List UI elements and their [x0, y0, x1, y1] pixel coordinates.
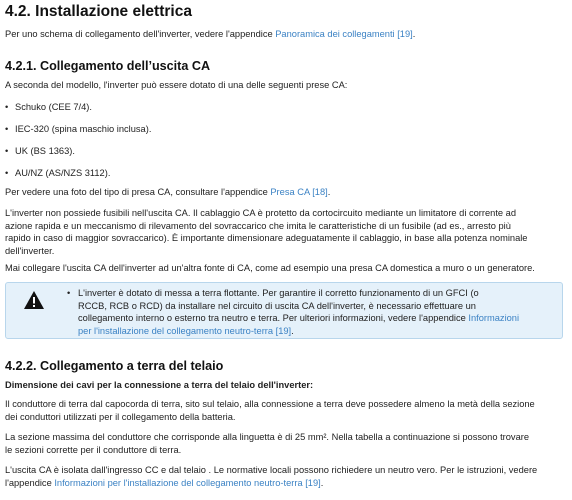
bullet-dot: •	[5, 124, 9, 134]
bullet-item	[5, 123, 151, 136]
intro-link[interactable]: Panoramica dei collegamenti [19]	[275, 29, 413, 39]
ground-paragraph-1	[5, 398, 535, 423]
intro-end: .	[412, 29, 416, 39]
never-connect-paragraph: Mai collegare l'uscita CA dell'inverter ad un'altra fonte di CA, come ad esempio una presa CA domestica a muro o un generatore.	[5, 263, 535, 273]
bullet-item	[5, 101, 92, 114]
ground-line: dei conduttori utilizzati per il collegamento della batteria.	[5, 411, 236, 422]
bullet-text: IEC-320 (spina maschio inclusa).	[15, 124, 152, 134]
intro-paragraph	[5, 28, 415, 41]
fuse-line: dell'inverter.	[5, 245, 55, 256]
ground-paragraph-2	[5, 431, 529, 456]
warning-line	[78, 312, 548, 325]
warning-line: L'inverter è dotato di messa a terra flottante. Per garantire il corretto funzionamento di un GFCI (o	[78, 288, 479, 298]
bullet-dot: •	[5, 102, 9, 112]
fuse-line: azione rapida e un meccanismo di rilevamento del sovraccarico che imita le caratteristiche di un fusibile (ad es., arresto più	[5, 220, 511, 231]
warning-link-part-a[interactable]: Informazioni	[468, 313, 520, 324]
fuse-paragraph	[5, 207, 527, 257]
ground-end: .	[320, 477, 324, 488]
bullet-text: AU/NZ (AS/NZS 3112).	[15, 168, 111, 178]
subsection-title-ground: 4.2.2. Collegamento a terra del telaio	[5, 359, 224, 373]
warning-line	[78, 325, 548, 338]
photo-text: Per vedere una foto del tipo di presa CA, consultare l'appendice	[5, 187, 271, 197]
warning-line: RCCB, RCB o RCD) da installare nel circuito di uscita CA dell'inverter, è necessario effettuare un	[78, 300, 476, 311]
bullet-item	[5, 167, 110, 180]
ground-line: le sezioni corrette per il conduttore di terra.	[5, 444, 182, 455]
ground-line-text: l'appendice	[5, 477, 55, 488]
warning-icon	[23, 290, 45, 310]
warning-end: .	[291, 325, 294, 336]
fuse-line: L'inverter non possiede fusibili nell'uscita CA. Il cablaggio CA è protetto da cortocircuito mediante un limitatore di corrente ad	[5, 208, 517, 218]
bullet-text: Schuko (CEE 7/4).	[15, 102, 92, 112]
photo-end: .	[327, 187, 331, 197]
ground-line	[5, 477, 537, 490]
ground-paragraph-3	[5, 464, 537, 489]
bullet-dot: •	[5, 146, 9, 156]
fuse-line: rapido in caso di maggior sovraccarico). È importante dimensionare adeguatamente il cablaggio, in base alla potenza nominale	[5, 233, 528, 244]
photo-link[interactable]: Presa CA [18]	[270, 187, 328, 197]
warning-line-text: collegamento interno o esterno tra neutro e terra. Per ulteriori informazioni, vedere l'appendice	[78, 313, 469, 324]
photo-paragraph	[5, 186, 330, 199]
intro-text: Per uno schema di collegamento dell'inverter, vedere l'appendice	[5, 29, 276, 39]
ground-line: Il conduttore di terra dal capocorda di terra, sito sul telaio, alla connessione a terra deve possedere almeno la metà della sezione	[5, 399, 535, 409]
warning-link-part-b[interactable]: per l'installazione del collegamento neutro-terra [19]	[78, 325, 292, 336]
subsection-title-ac-output: 4.2.1. Collegamento dell’uscita CA	[5, 59, 211, 73]
ground-neutral-link[interactable]: Informazioni per l'installazione del collegamento neutro-terra [19]	[54, 477, 321, 488]
ac-output-lead: A seconda del modello, l'inverter può essere dotato di una delle seguenti prese CA:	[5, 80, 348, 90]
bullet-text: UK (BS 1363).	[15, 146, 75, 156]
ground-line: L'uscita CA è isolata dall'ingresso CC e dal telaio . Le normative locali possono richiedere un neutro vero. Per le istruzioni, vedere	[5, 465, 538, 475]
bullet-item	[5, 145, 75, 158]
ground-bold-lead: Dimensione dei cavi per la connessione a terra del telaio dell'inverter:	[5, 380, 314, 390]
section-title: 4.2. Installazione elettrica	[5, 3, 192, 20]
bullet-dot: •	[5, 168, 9, 178]
warning-bullet-dot: •	[67, 288, 71, 298]
ground-line: La sezione massima del conduttore che corrisponde alla linguetta è di 25 mm². Nella tabella a continuazione si possono trovare	[5, 432, 530, 442]
warning-text	[78, 287, 548, 337]
